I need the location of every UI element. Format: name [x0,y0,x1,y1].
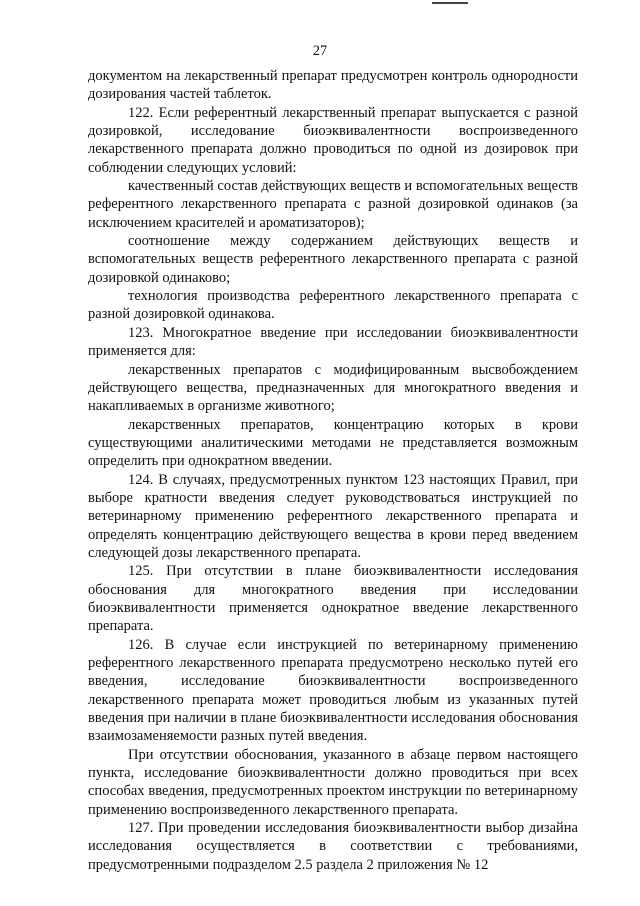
paragraph-124: 124. В случаях, предусмотренных пунктом 123 настоящих Правил, при выборе кратности введения следует руководствоваться инструкцией по ветеринарному применению референтного лекарственного препарата и определять концентрацию действующего вещества в крови перед введением следующей дозы лекарственного препарата. [88,471,578,561]
paragraph-122-condition-1: качественный состав действующих веществ и вспомогательных веществ референтного лекарственного препарата с разной дозировкой одинаков (за исключением красителей и ароматизаторов); [88,178,578,231]
paragraph-123-item-1: лекарственных препаратов с модифицированным высвобождением действующего вещества, предназначенных для многократного введения и накапливаемых в организме животного; [88,361,578,415]
paragraph-122-condition-2: соотношение между содержанием действующих веществ и вспомогательных веществ референтного лекарственного препарата с разной дозировкой одинаково; [88,233,578,286]
paragraph-125: 125. При отсутствии в плане биоэквивалентности исследования обоснования для многократного введения при исследовании биоэквивалентности применяется однократное введение лекарственного препарата. [88,563,578,635]
body-text [88,67,578,874]
scan-mark [432,2,468,4]
paragraph-122: 122. Если референтный лекарственный препарат выпускается с разной дозировкой, исследование биоэквивалентности воспроизведенного лекарственного препарата должно проводиться по одной из дозировок при соблюдении следующих условий: [88,104,578,176]
paragraph-122-condition-3: технология производства референтного лекарственного препарата с разной дозировкой одинакова. [88,288,578,323]
paragraph-123: 123. Многократное введение при исследовании биоэквивалентности применяется для: [88,324,578,360]
page-number: 27 [312,43,328,59]
paragraph-123-item-2: лекарственных препаратов, концентрацию которых в крови существующими аналитическими методами не представляется возможным определить при однократном введении. [88,416,578,470]
paragraph-126-second: При отсутствии обоснования, указанного в абзаце первом настоящего пункта, исследование биоэквивалентности должно проводиться при всех способах введения, предусмотренных проектом инструкции по ветеринарному применению воспроизведенного лекарственного препарата. [88,746,578,818]
paragraph-continuation: документом на лекарственный препарат предусмотрен контроль однородности дозирования частей таблеток. [88,68,578,103]
paragraph-127: 127. При проведении исследования биоэквивалентности выбор дизайна исследования осуществляется в соответствии с требованиями, предусмотренными подразделом 2.5 раздела 2 приложения № 12 [88,820,578,873]
paragraph-126: 126. В случае если инструкцией по ветеринарному применению референтного лекарственного препарата предусмотрено несколько путей его введения, исследование биоэквивалентности воспроизведенного лекарственного препарата может проводиться любым из указанных путей введения при наличии в плане биоэквивалентности исследования обоснования взаимозаменяемости разных путей введения. [88,636,578,745]
